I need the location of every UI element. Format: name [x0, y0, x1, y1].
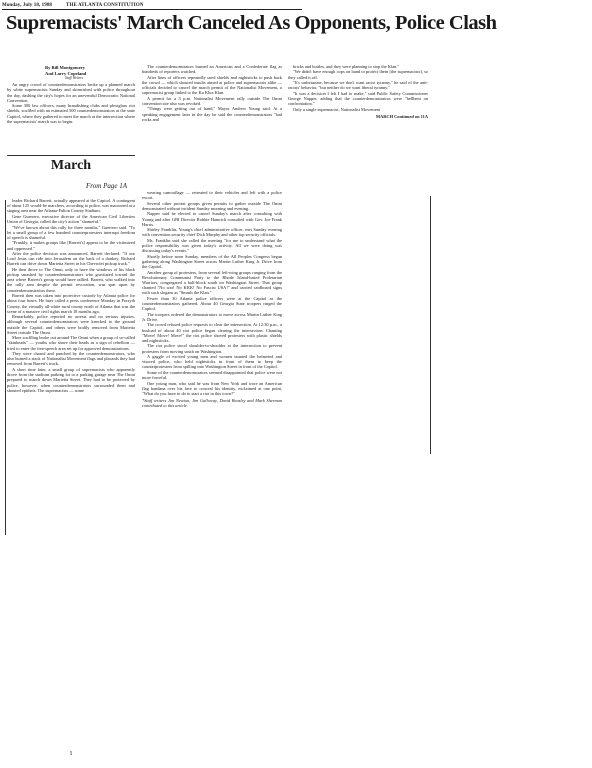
- article-paragraph: Fewer than 30 Atlanta police officers were at the Capitol as the counterdemonstrators gathered. About 40 Georgia State troopers ringed the Capitol.: [142, 295, 282, 312]
- masthead-paper: THE ATLANTA CONSTITUTION: [66, 3, 144, 8]
- article-paragraph: A gaggle of excited young men and women taunted the helmeted and visored police, who held nightsticks in front of them to keep the counterprotesters from spilling into Washington Street in front of the Capitol.: [142, 354, 282, 370]
- middle-paragraphs: [142, 190, 282, 396]
- article-paragraph: Some 300 law officers, many brandishing clubs and plexiglass riot shields, scuffled with an estimated 500 counterdemonstrators at the state Capitol, where they gathered to meet the march at the intersection where the supremacists' march was to begin.: [7, 103, 135, 124]
- article-paragraph: Ms. Franklin said she called the meeting "for me to understand what the police responsibility was given today's activity. All we were doing was discussing today's events.": [142, 237, 282, 254]
- article-paragraph: bricks and bottles, and they were planning to stop the Klan.": [293, 64, 400, 69]
- jump-title: March: [50, 158, 92, 173]
- middle-column-bottom: [142, 190, 282, 409]
- article-lead-column: [7, 65, 135, 124]
- masthead: [2, 3, 302, 10]
- article-paragraph: Napper said he elected to cancel Sunday's march after consulting with Young and after GBI Director Robbie Hamrick consulted with Gov. Joe Frank Harris.: [142, 211, 282, 227]
- article-paragraph: Shortly before noon Sunday, members of the All Peoples Congress began gathering along Washington Street across Martin Luther King Jr. Drive from the Capitol.: [142, 253, 282, 270]
- article-paragraph: They were chased and punched by the counterdemonstrators, who also burned a stack of Nationalist Movement flags and placards they had removed from Barrett's truck.: [7, 351, 135, 367]
- article-paragraph: A short time later, a small group of supremacists who apparently drove from the stadium parking lot to a parking garage near The Omni prepared to march down Marietta Street. They had to be protected by police, however, when counterdemonstrators surrounded them and shouted epithets. The supremacists — some: [7, 366, 135, 393]
- article-paragraph: wearing camouflage — retreated to their vehicles and left with a police escort.: [142, 190, 282, 201]
- continued-on-line: MARCH Continued on 11A: [375, 113, 428, 119]
- jump-heading: [7, 155, 135, 190]
- article-paragraph: One young man, who said he was from New York and wore an American flag bandana over his face to conceal his identity, exclaimed at one point, "What do you have to do to start a riot in this town?": [142, 380, 282, 396]
- jump-from-page: From Page 1A: [86, 182, 127, 190]
- article-paragraph: "We've known about this rally for three months," Guerrero said. "To let a small group of a few hundred counterprotesters interrupt freedom of speech is shameful.: [7, 224, 135, 240]
- jump-continuation-column: [7, 198, 135, 393]
- article-paragraph: He then drove to The Omni, only to have the windows of his black pickup smashed by counterdemonstrators who gravitated toward the area where Barrett's group would have rallied. Barrett, who walked into the rally area despite the permit revocation, was spat upon by counterdemonstrators there.: [7, 266, 135, 293]
- byline-name-1: By Bill Montgomery: [45, 65, 86, 70]
- article-paragraph: The crowd refused police requests to clear the intersection. At 12:30 p.m., a busload of about 40 riot police began clearing the intersection. Chanting "Move! Move! Move!" the riot police shoved protesters with plastic shields and nightsticks.: [142, 322, 282, 343]
- article-paragraph: An angry crowd of counterdemonstrators broke up a planned march by white supremacists Sunday and skirmished with police throughout the day, dashing the city's hopes for an uneventful Democratic National Convention.: [7, 82, 135, 103]
- article-paragraph: Shirley Franklin, Young's chief administrative officer, met Sunday evening with convention security chief Dick Murphy and other top security officials.: [142, 227, 282, 238]
- article-paragraph: leader Richard Barrett, actually appeared at the Capitol. A contingent of about 125 would-be marchers, according to police, was marooned at a staging area near the Atlanta-Fulton County Stadium.: [7, 198, 135, 214]
- article-paragraph: After lines of officers repeatedly used shields and nightsticks to push back the crowd — which shouted insults aimed at police and supremacists alike — officials decided to cancel the march permit of the Nationalist Movement, a supremacist group linked to the Ku Klux Klan.: [142, 74, 282, 96]
- article-paragraph: "Things were getting out of hand," Mayor Andrew Young said. At a speaking engagement later in the day he said the counterdemonstrators "had rocks and: [142, 106, 282, 122]
- article-paragraph: The counterdemonstrators burned an American and a Confederate flag as hundreds of reporters watched.: [142, 64, 282, 75]
- article-paragraph: "It's unfortunate, because we don't want racist tyranny," he said of the anti-racists' behavior, "but neither do we want liberal tyranny.": [288, 80, 428, 91]
- middle-column-top: [142, 64, 282, 122]
- article-paragraph: Only a single supremacist, Nationalist Movement: [293, 106, 381, 112]
- jump-left-rule: [5, 200, 6, 535]
- article-paragraph: Some of the counterdemonstrators seemed disappointed that police were not more forceful.: [142, 369, 282, 381]
- article-paragraph: Remarkably, police reported no arrests and no serious injuries, although several counterdemonstrators were knocked to the ground outside the Capitol, and others were bodily removed from Marietta Street outside The Omni.: [7, 314, 135, 335]
- article-paragraph: "It was a decision I felt I had to make," said Public Safety Commissioner George Napper, adding that the counterdemonstrators were "hellbent on confrontation.": [288, 90, 428, 107]
- right-paragraphs: [288, 64, 428, 112]
- article-paragraph: Gene Guerrero, executive director of the American Civil Liberties Union of Georgia, called the city's action "shameful.": [7, 213, 135, 225]
- right-column: [288, 64, 428, 119]
- article-paragraph: The troopers ordered the demonstrators to move across Martin Luther King Jr. Drive.: [142, 311, 282, 322]
- article-paragraph: Another group of protesters, from several left-wing groups ranging from the Revolutionary Communist Party to the Rhode Island-based Proletarian Warriors, congregated a half-block south on Washington Street. That group chanted "No war! No KKK! No Fascist USA!" and carried cardboard signs with such slogans as "Smash the Klan.": [142, 269, 282, 296]
- article-paragraph: Barrett then was taken into protective custody by Atlanta police for about four hours. He later called a press conference Monday in Forsyth County, the virtually all-white rural county north of Atlanta that was the scene of a massive civil rights march 18 months ago.: [7, 293, 135, 314]
- article-paragraph: A permit for a 3 p.m. Nationalist Movement rally outside The Omni convention site also was revoked.: [142, 95, 282, 106]
- article-paragraph: More scuffling broke out around The Omni when a group of so-called "skinheads" — youths who shave their heads as a sign of rebellion — tried to enter the free-speech area set up for approved demonstrations.: [7, 335, 135, 351]
- lead-paragraphs: [7, 82, 135, 124]
- article-paragraph: After the police decision was announced, Barrett declared: "If our Lord Jesus can ride into Jerusalem on the back of a donkey, Richard Barrett can drive down Marietta Street in his Chevrolet pickup truck.": [7, 251, 135, 267]
- byline-name-2: And Larry Copeland: [45, 70, 87, 76]
- headline: Supremacists' March Canceled As Opponents, Police Clash: [6, 12, 497, 34]
- article-paragraph: The riot police stood shoulder-to-shoulder at the intersection to prevent protesters from moving south on Washington.: [142, 343, 282, 354]
- article-paragraph: "We didn't have enough cops on hand to protect them [the supremacists], so they called it off.: [288, 69, 428, 80]
- byline-role: Staff Writers: [65, 76, 84, 80]
- article-paragraph: Several other protest groups given permits to gather outside The Omni demonstrated without incident Sunday morning and evening.: [142, 200, 282, 211]
- masthead-date: Monday, July 18, 1988: [2, 3, 53, 8]
- right-edge-rule: [430, 196, 431, 454]
- article-paragraph: "Frankly, it makes groups like [Barrett's] appear to be the victimized and oppressed.": [7, 240, 135, 251]
- staff-credit: *Staff writers Jim Newton, Jim Galloway, David Beasley and Mark Sherman contributed to this article.: [142, 398, 282, 409]
- stray-mark: ɩ: [70, 748, 73, 757]
